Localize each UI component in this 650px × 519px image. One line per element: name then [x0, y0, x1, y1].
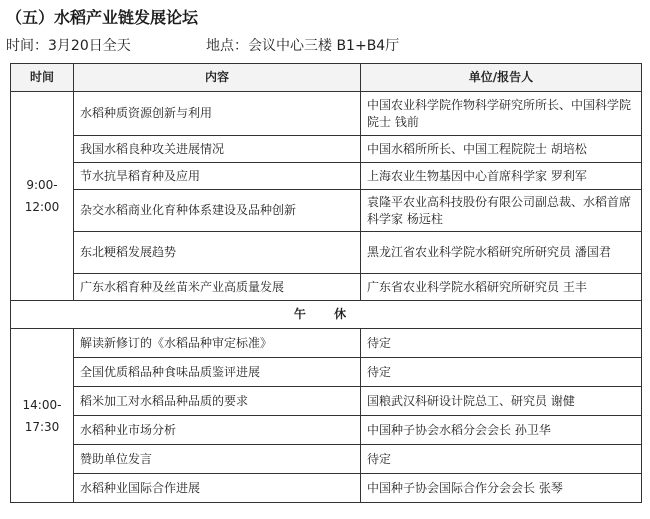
- speaker-cell: 中国种子协会国际合作分会会长 张琴: [361, 474, 642, 503]
- table-row: [11, 274, 642, 301]
- table-row: [11, 329, 642, 358]
- topic-cell: 东北粳稻发展趋势: [74, 232, 361, 274]
- session-location: 地点：会议中心三楼 B1+B4厅: [206, 38, 400, 54]
- speaker-cell: 广东省农业科学院水稻研究所研究员 王丰: [361, 274, 642, 301]
- header-content: 内容: [74, 64, 361, 92]
- speaker-cell: 待定: [361, 358, 642, 387]
- schedule-table: [10, 63, 642, 503]
- speaker-cell: 黑龙江省农业科学院水稻研究所研究员 潘国君: [361, 232, 642, 274]
- table-row: [11, 358, 642, 387]
- topic-cell: 节水抗旱稻育种及应用: [74, 163, 361, 190]
- table-row: [11, 232, 642, 274]
- speaker-cell: 中国种子协会水稻分会会长 孙卫华: [361, 416, 642, 445]
- table-row: [11, 136, 642, 163]
- table-row: [11, 387, 642, 416]
- afternoon-time-start: 14:00-: [22, 397, 62, 412]
- table-row: [11, 474, 642, 503]
- topic-cell: 赞助单位发言: [74, 445, 361, 474]
- topic-cell: 水稻种质资源创新与利用: [74, 92, 361, 136]
- topic-cell: 水稻种业市场分析: [74, 416, 361, 445]
- topic-cell: 水稻种业国际合作进展: [74, 474, 361, 503]
- afternoon-time-cell: [11, 329, 74, 503]
- morning-time-start: 9:00-: [26, 178, 58, 192]
- header-time: 时间: [11, 64, 74, 92]
- speaker-cell: 待定: [361, 329, 642, 358]
- speaker-cell: 上海农业生物基因中心首席科学家 罗利军: [361, 163, 642, 190]
- lunch-row: [11, 301, 642, 329]
- topic-cell: 广东水稻育种及丝苗米产业高质量发展: [74, 274, 361, 301]
- topic-cell: 杂交水稻商业化育种体系建设及品种创新: [74, 190, 361, 232]
- lunch-break-label: 午 休: [11, 301, 642, 329]
- table-row: [11, 163, 642, 190]
- speaker-cell: 中国水稻所所长、中国工程院院士 胡培松: [361, 136, 642, 163]
- morning-time-end: 12:00: [24, 200, 60, 214]
- session-time: 时间：3月20日全天: [6, 38, 131, 54]
- session-meta: [6, 35, 400, 55]
- afternoon-time-end: 17:30: [24, 419, 60, 434]
- topic-cell: 解读新修订的《水稻品种审定标准》: [74, 329, 361, 358]
- table-row: [11, 445, 642, 474]
- topic-cell: 稻米加工对水稻品种品质的要求: [74, 387, 361, 416]
- topic-cell: 全国优质稻品种食味品质鉴评进展: [74, 358, 361, 387]
- table-row: [11, 416, 642, 445]
- speaker-cell: 国粮武汉科研设计院总工、研究员 谢健: [361, 387, 642, 416]
- speaker-cell: 中国农业科学院作物科学研究所所长、中国科学院院士 钱前: [361, 92, 642, 136]
- table-row: [11, 92, 642, 136]
- table-row: [11, 190, 642, 232]
- morning-time-cell: [11, 92, 74, 301]
- header-row: [11, 64, 642, 92]
- speaker-cell: 待定: [361, 445, 642, 474]
- header-unit-speaker: 单位/报告人: [361, 64, 642, 92]
- topic-cell: 我国水稻良种攻关进展情况: [74, 136, 361, 163]
- speaker-cell: 袁隆平农业高科技股份有限公司副总裁、水稻首席科学家 杨远柱: [361, 190, 642, 232]
- section-title: （五）水稻产业链发展论坛: [6, 8, 199, 27]
